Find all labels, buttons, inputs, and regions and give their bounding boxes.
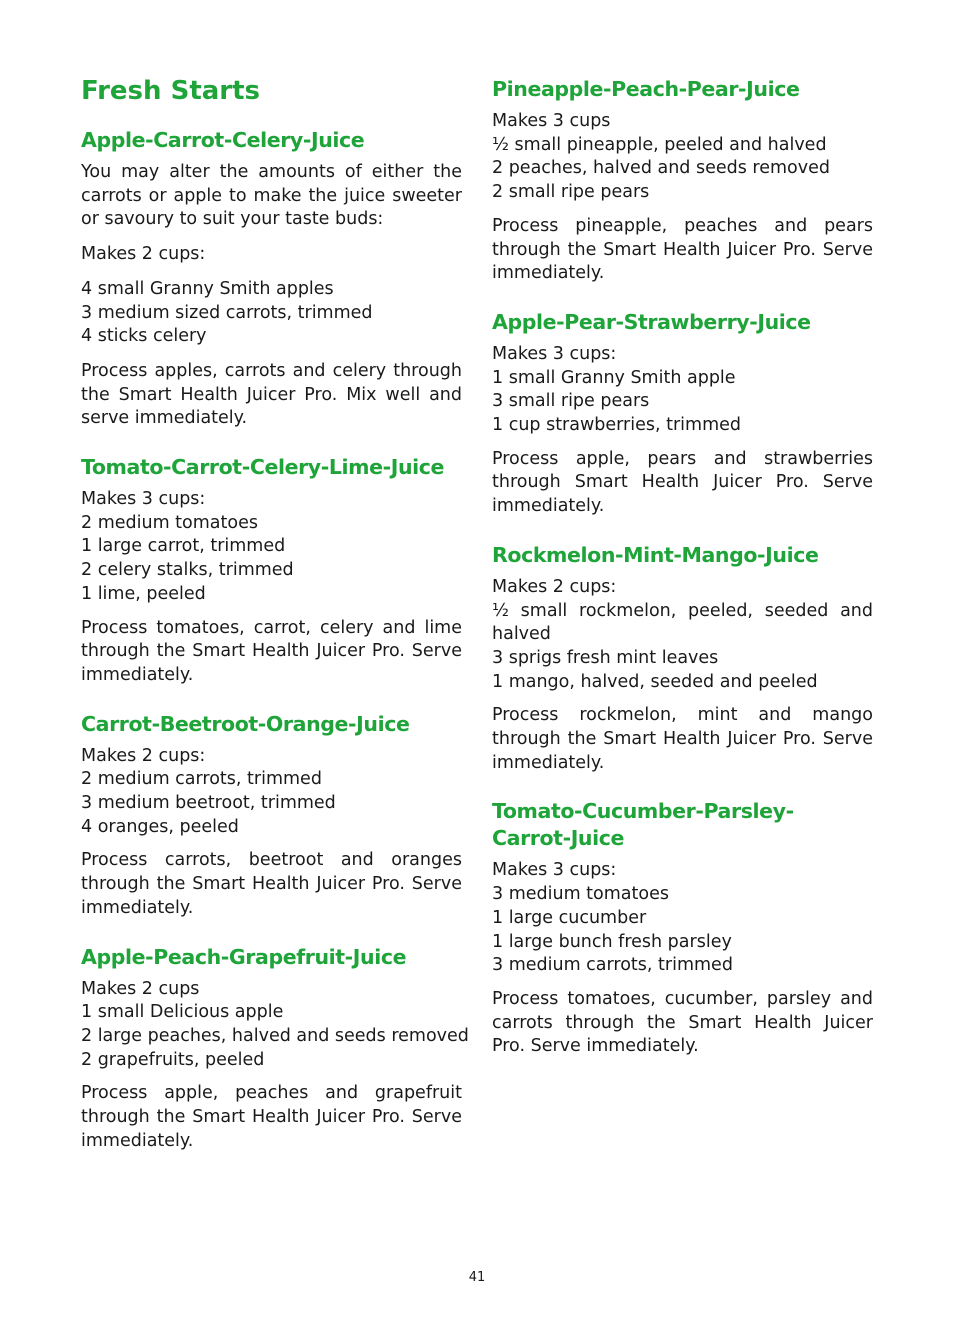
ingredient-item: 2 medium tomatoes <box>81 512 258 533</box>
ingredient-list <box>81 488 462 607</box>
ingredient-item: 3 small ripe pears <box>492 391 650 412</box>
recipe-apple-pear-strawberry <box>492 309 873 519</box>
page-title: Fresh Starts <box>81 76 261 106</box>
recipe-title <box>492 798 873 852</box>
ingredient-item: 1 small Delicious apple <box>81 1002 284 1023</box>
ingredient-item: 3 medium beetroot, trimmed <box>81 793 336 814</box>
recipe-title-line: Carrot-Juice <box>492 826 624 851</box>
recipe-rockmelon-mint-mango <box>492 542 873 776</box>
recipe-title: Apple-Carrot-Celery-Juice <box>81 128 365 152</box>
ingredient-list <box>81 745 462 840</box>
ingredient-item: 2 medium carrots, trimmed <box>81 769 322 790</box>
recipe-title: Apple-Peach-Grapefruit-Juice <box>81 944 407 969</box>
recipe-apple-carrot-celery <box>81 127 462 431</box>
ingredient-item: 4 small Granny Smith apples <box>81 278 334 299</box>
recipe-method: Process carrots, beetroot and oranges through the Smart Health Juicer Pro. Serve immediately. <box>81 850 462 918</box>
ingredient-item: 2 peaches, halved and seeds removed <box>492 158 830 179</box>
recipe-yield: Makes 3 cups: <box>492 343 617 364</box>
recipe-intro: You may alter the amounts of either the carrots or apple to make the juice sweeter or savoury to suit your taste buds: <box>81 162 462 230</box>
ingredient-item: 2 celery stalks, trimmed <box>81 560 294 581</box>
page-number: 41 <box>468 1270 486 1285</box>
recipe-title: Carrot-Beetroot-Orange-Juice <box>81 711 410 736</box>
recipe-title: Pineapple-Peach-Pear-Juice <box>492 77 800 101</box>
ingredient-item: ½ small rockmelon, peeled, seeded and halved <box>492 600 873 645</box>
ingredient-item: 1 mango, halved, seeded and peeled <box>492 671 818 692</box>
recipe-yield: Makes 2 cups: <box>492 576 617 597</box>
recipe-method: Process pineapple, peaches and pears through the Smart Health Juicer Pro. Serve immediately. <box>492 215 873 284</box>
ingredient-item: 1 large cucumber <box>492 907 647 928</box>
recipe-method: Process apple, pears and strawberries through Smart Health Juicer Pro. Serve immediately. <box>492 448 873 517</box>
ingredient-list <box>81 978 469 1073</box>
recipe-yield: Makes 3 cups: <box>81 489 206 510</box>
ingredient-item: 2 large peaches, halved and seeds removed <box>81 1025 469 1046</box>
recipe-apple-peach-grapefruit <box>81 944 469 1154</box>
ingredient-item: 4 oranges, peeled <box>81 816 239 837</box>
ingredient-list <box>492 110 873 205</box>
ingredient-item: 3 medium carrots, trimmed <box>492 955 733 976</box>
recipe-yield: Makes 2 cups: <box>81 244 206 265</box>
ingredient-list <box>492 576 873 695</box>
ingredient-list <box>492 859 873 978</box>
ingredient-item: 1 small Granny Smith apple <box>492 367 736 388</box>
ingredient-item: 3 medium tomatoes <box>492 884 669 905</box>
recipe-carrot-beetroot-orange <box>81 711 462 921</box>
ingredient-list <box>492 343 873 438</box>
recipe-yield: Makes 3 cups <box>492 111 611 131</box>
recipe-title: Tomato-Carrot-Celery-Lime-Juice <box>81 455 445 480</box>
recipe-tomato-cucumber-parsley-carrot <box>492 798 873 1059</box>
ingredient-item: 2 small ripe pears <box>492 182 650 203</box>
recipe-tomato-carrot-celery-lime <box>81 454 462 688</box>
ingredient-item: 3 medium sized carrots, trimmed <box>81 302 373 323</box>
ingredient-list <box>81 278 462 349</box>
recipe-title: Apple-Pear-Strawberry-Juice <box>492 309 811 334</box>
recipe-pineapple-peach-pear <box>492 76 873 286</box>
ingredient-item: ½ small pineapple, peeled and halved <box>492 134 827 155</box>
ingredient-item: 4 sticks celery <box>81 326 207 347</box>
recipe-method: Process tomatoes, cucumber, parsley and carrots through the Smart Health Juicer Pro. Serve immediately. <box>492 988 873 1057</box>
recipe-title-line: Tomato-Cucumber-Parsley- <box>492 799 794 824</box>
recipe-method: Process apple, peaches and grapefruit through the Smart Health Juicer Pro. Serve immediately. <box>81 1083 462 1151</box>
ingredient-item: 1 large carrot, trimmed <box>81 536 286 557</box>
ingredient-item: 2 grapefruits, peeled <box>81 1049 265 1070</box>
recipe-yield: Makes 2 cups: <box>81 745 206 766</box>
recipe-yield: Makes 3 cups: <box>492 860 617 881</box>
ingredient-item: 1 large bunch fresh parsley <box>492 931 732 952</box>
recipe-title: Rockmelon-Mint-Mango-Juice <box>492 542 819 567</box>
recipe-method: Process tomatoes, carrot, celery and lime through the Smart Health Juicer Pro. Serve immediately. <box>81 617 462 685</box>
right-column <box>492 74 873 1069</box>
left-column <box>81 74 469 1164</box>
recipe-method: Process apples, carrots and celery through the Smart Health Juicer Pro. Mix well and serve immediately. <box>81 360 462 429</box>
recipe-method: Process rockmelon, mint and mango through the Smart Health Juicer Pro. Serve immediately. <box>492 705 873 773</box>
ingredient-item: 3 sprigs fresh mint leaves <box>492 647 719 668</box>
ingredient-item: 1 lime, peeled <box>81 583 206 604</box>
ingredient-item: 1 cup strawberries, trimmed <box>492 415 742 436</box>
recipe-yield: Makes 2 cups <box>81 978 200 999</box>
